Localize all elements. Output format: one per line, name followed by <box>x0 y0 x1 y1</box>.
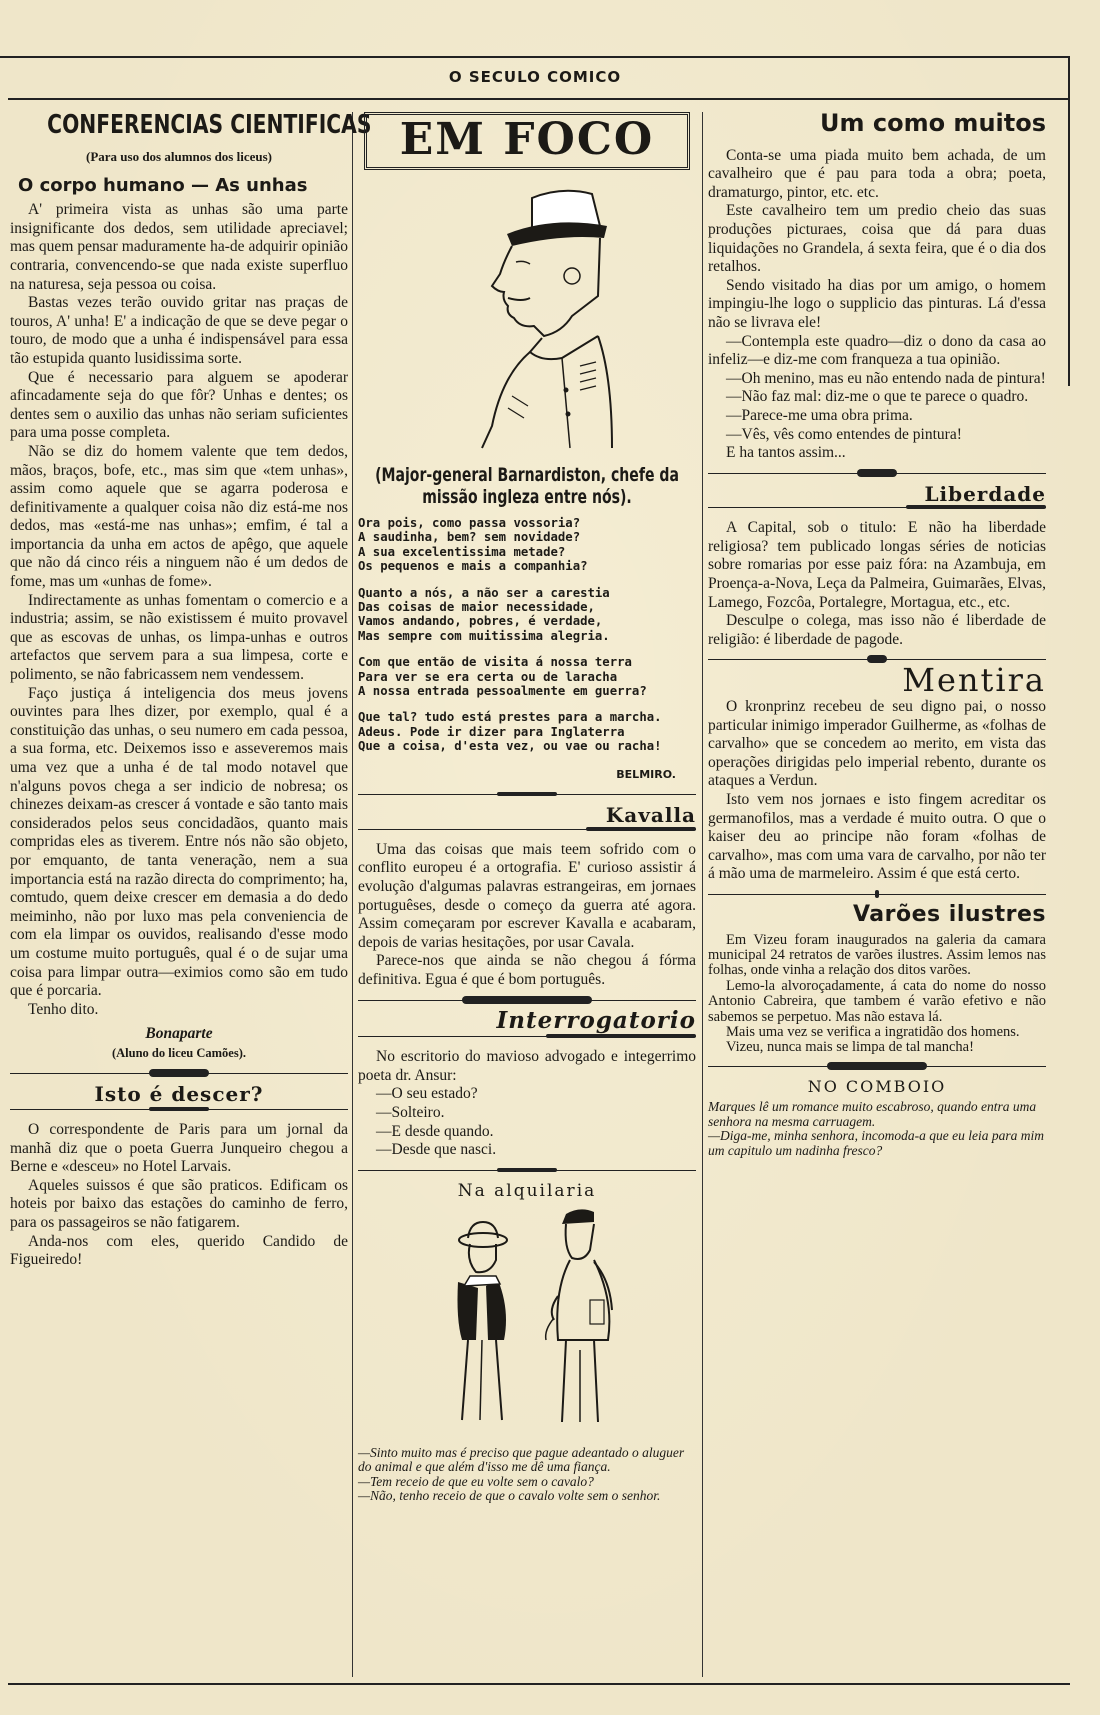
poem-stanza <box>358 710 696 753</box>
dialogue-line: —Parece-me uma obra prima. <box>726 406 913 424</box>
paragraph: Em Vizeu foram inaugurados na galeria da camara municipal 24 retratos de varões ilustres. Assim lemos nas folhas, onde vinha a relação dos ditos varões. <box>708 931 1046 979</box>
article-title-interrogatorio: Interrogatorio <box>496 1006 696 1034</box>
poem-line: A saudinha, bem? sem novidade? <box>358 530 581 545</box>
top-rule <box>0 56 1070 58</box>
paragraph: Isto vem nos jornaes e isto fingem acreditar os germanofilos, mas a verdade é muito outra. O que o kaiser deu ao principe não foram «folhas de carvalho», mas com uma vara de carvalho, por não ter á mão uma de marmeleiro. Assim é que está certo. <box>708 791 1046 883</box>
paragraph: A Capital, sob o titulo: E não ha liberdade religiosa? tem publicado longas séries de noticias sobre romarias por esse paiz fóra: na Azambuja, em Proença-a-Nova, Leça da Palmeira, Guimarães, Elvas, Lamego, Fozcôa, Portalegre, Mortagua, etc., etc. <box>708 519 1046 611</box>
poem-line: Os pequenos e mais a companhia? <box>358 559 588 574</box>
article-title-um-como-muitos: Um como muitos <box>820 109 1046 137</box>
paragraph: Conta-se uma piada muito bem achada, de um cavalheiro que é pau para toda a obra; poeta, dramaturgo, pintor, etc. etc. <box>708 146 1046 201</box>
poem-line: Que tal? tudo está prestes para a marcha. <box>358 710 662 725</box>
signature-sub: (Aluno do liceu Camões). <box>111 1045 247 1060</box>
em-foco-banner <box>364 112 690 170</box>
column-2 <box>358 108 696 1504</box>
poem-stanza <box>358 516 696 574</box>
caption-line: —Sinto muito mas é preciso que pague adeantado o aluguer do animal e que além d'isso me dê uma fiança. <box>358 1444 685 1475</box>
paragraph: No escritorio do mavioso advogado e integerrimo poeta dr. Ansur: <box>358 1048 696 1084</box>
dialogue-line: —Desde que nasci. <box>376 1141 497 1159</box>
paragraph: Parece-nos que ainda se não chegou á fórma definitiva. Egua é que é bom português. <box>358 952 696 989</box>
separator <box>10 1105 348 1115</box>
article-title-varoes-ilustres: Varões ilustres <box>852 901 1046 927</box>
poem-signature: BELMIRO. <box>616 767 676 781</box>
poem-line: A nossa entrada pessoalmente em guerra? <box>358 684 647 699</box>
dialogue-line: —O seu estado? <box>376 1085 478 1103</box>
paragraph: Aqueles suissos é que são praticos. Edificam os hoteis por baixo das estações do caminho de ferro, para os passageiros se não fatigarem. <box>10 1176 348 1232</box>
dialogue-line: —Vês, vês como entendes de pintura! <box>726 425 962 443</box>
column-3 <box>708 108 1046 1158</box>
poem-line: Vamos andando, pobres, é verdade, <box>358 614 603 629</box>
poem-line: Quanto a nós, a não ser a carestia <box>358 585 610 600</box>
portrait-caption: (Major-general Barnardiston, chefe da missão ingleza entre nós). <box>375 464 679 508</box>
article-title-mentira: Mentira <box>902 661 1046 700</box>
separator <box>358 790 696 800</box>
caption-line: —Não, tenho receio de que o cavalo volte sem o senhor. <box>358 1488 661 1504</box>
paragraph: Este cavalheiro tem um predio cheio das suas produções picturaes, coisa que dá para duas liquidações no Grandela, á sexta feira, que é o dia dos retalhos. <box>708 202 1046 276</box>
article-title-conferencias: CONFERENCIAS CIENTIFICAS <box>47 110 372 140</box>
paragraph: E ha tantos assim... <box>726 444 846 462</box>
paragraph: Bastas vezes terão ouvido gritar nas praças de touros, A' unha! E' a indicação de que se deve pegar o touro, de modo que a unha é indispensável para essa tão estupida quanto lusidissima sorte. <box>10 294 348 367</box>
cartoon-title: Na alquilaria <box>457 1180 597 1201</box>
article-title-liberdade: Liberdade <box>924 481 1046 506</box>
article-title-isto-e-descer: Isto é descer? <box>94 1081 264 1106</box>
no-comboio-text <box>708 1100 1046 1158</box>
separator <box>708 1062 1046 1072</box>
paragraph: Mais uma vez se verifica a ingratidão dos homens. <box>726 1024 1020 1040</box>
paragraph: Tenho dito. <box>28 1000 99 1018</box>
em-foco-title: EM FOCO <box>399 114 655 165</box>
masthead-rule <box>8 98 1070 100</box>
poem-stanza <box>358 655 696 698</box>
paragraph: A' primeira vista as unhas são uma parte insignificante dos dedos, sem utilidade apreciavel; mas quem pensar maduramente ha-de adquirir opinião contraria, convencendo-se que nada existe superfluo na naturesa, seja pessoa ou coisa. <box>10 201 348 293</box>
paragraph: Vizeu, nunca mais se limpa de tal mancha! <box>726 1039 974 1056</box>
paragraph: Marques lê um romance muito escabroso, quando entra uma senhora na mesma carruagem. <box>708 1099 1037 1129</box>
bottom-rule <box>8 1683 1070 1685</box>
separator <box>708 890 1046 900</box>
paragraph: Uma das coisas que mais teem sofrido com o conflito europeu é a ortografia. E' curioso assistir á evolução d'algumas palavras estrangeiras, em jornaes portuguêses, desde o começo da guerra até agora. Assim começaram por escrever Kavalla e acabaram, depois de varias hesitações, por usar Cavala. <box>358 840 696 951</box>
dialogue-line: —Não faz mal: diz-me o que te parece o quadro. <box>726 388 1029 406</box>
dialogue-line: —Solteiro. <box>376 1104 445 1121</box>
separator <box>358 825 696 835</box>
poem <box>358 516 696 754</box>
poem-line: Adeus. Pode ir dizer para Inglaterra <box>358 724 625 739</box>
poem-stanza <box>358 586 696 644</box>
separator <box>708 469 1046 479</box>
paragraph: O kronprinz recebeu de seu digno pai, o nosso particular inimigo imperador Guilherme, as «folhas de carvalho» que se concedem ao merito, em vista das operações dirigidas pelo imperial rebento, durante os ataques a Verdun. <box>708 698 1046 790</box>
article-subhead: O corpo humano — As unhas <box>18 174 308 196</box>
column-rule-1 <box>352 112 353 1677</box>
paragraph: Lemo-la alvoroçadamente, á cata do nome do nosso Antonio Cabreira, que tambem é varão efetivo e não sabemos se perpetuo. Mas não estava lá. <box>708 977 1046 1025</box>
article-title-kavalla: Kavalla <box>605 803 696 828</box>
signature: Bonaparte <box>145 1025 213 1043</box>
separator <box>10 1069 348 1079</box>
separator <box>708 655 1046 665</box>
separator <box>358 1032 696 1042</box>
paragraph: Anda-nos com eles, querido Candido de Figueiredo! <box>10 1232 348 1269</box>
poem-line: A sua excelentissima metade? <box>358 544 566 559</box>
dialogue-line: —Oh menino, mas eu não entendo nada de pintura! <box>726 369 1046 387</box>
article-subtitle: (Para uso dos alumnos dos liceus) <box>86 149 272 164</box>
column-1 <box>10 108 372 1270</box>
caption-line: —Tem receio de que eu volte sem o cavalo? <box>358 1473 594 1489</box>
poem-line: Ora pois, como passa vossoria? <box>358 516 581 530</box>
paragraph: Sendo visitado ha dias por um amigo, o homem impingiu-lhe logo o supplicio das pinturas. Lá d'essa não se livrava ele! <box>708 276 1046 331</box>
column-rule-2 <box>702 112 703 1677</box>
paragraph: Que é necessario para alguem se apoderar afincadamente seja do que fôr? Unhas e dentes; os dentes sem o auxilio das unhas não seriam suficientes para uma posse completa. <box>10 368 348 442</box>
paragraph: Faço justiça á inteligencia dos meus jovens ouvintes para lhes dizer, por exemplo, qual é a constituição das unhas, o seu numero em cada pessoa, a sua forma, etc. Deixemos isso e asseveremos mais uma vez que a unha é de tal modo notavel que n'alguns povos chega a ser indicio de nobresa; os chinezes deixam-as crescer á vontade e são tanto mais considerados pelos seus concidadãos, quanto mais compridas eles as tiverem. Entre nós não são objeto, por emquanto, de tanta veneração, nem a sua importancia está na razão directa do comprimento; ha, comtudo, quem deixe crescer em demasia a do dedo meiminho, não por luxo mas pela conveniencia de com ela limpar os ouvidos, realisando d'esse modo um costume muito português, qual é o de sujar uma coisa para limpar outra—eximios como são em tudo que é porcaria. <box>10 684 348 1000</box>
cartoon-caption <box>358 1446 696 1504</box>
masthead: O SECULO COMICO <box>448 68 622 86</box>
separator <box>358 1166 696 1176</box>
article-title-no-comboio: NO COMBOIO <box>807 1076 947 1096</box>
dialogue-line: —Contempla este quadro—diz o dono da casa ao infeliz—e diz-me com franqueza a tua opinião. <box>708 332 1046 369</box>
separator <box>358 996 696 1006</box>
paragraph: Indirectamente as unhas fomentam o comercio e a industria; assim, se não existissem é muito provavel que as escovas de unhas, os limpa-unhas e outros artefactos que servem para a sua limpesa, corte e polimento, se não fabricassem nem vendessem. <box>10 591 348 684</box>
paragraph: Desculpe o colega, mas isso não é liberdade de religião: é liberdade de pagode. <box>708 612 1046 648</box>
cartoon-illustration <box>358 1200 696 1440</box>
portrait-illustration <box>412 176 642 456</box>
dialogue-line: —Diga-me, minha senhora, incomoda-a que eu leia para mim um capitulo um nadinha fresco? <box>708 1128 1044 1158</box>
poem-line: Mas sempre com muitissima alegria. <box>358 628 610 643</box>
paragraph: Não se diz do homem valente que tem dedos, mãos, braços, bofe, etc., mas sim que «tem unhas», assim como aquele que se agarra poderosa e definitivamente a qualquer coisa não diz está-me nos dedos, mas «está-me nas unhas»; emfim, é tal a importancia da unha em actos de apêgo, que aquele que não dá cinco réis a ninguem não é um dedos de fome, mas um «unhas de fome». <box>10 442 348 591</box>
page-edge-rule <box>1068 56 1070 386</box>
poem-line: Das coisas de maior necessidade, <box>358 600 595 615</box>
poem-line: Com que então de visita á nossa terra <box>358 655 632 670</box>
separator <box>708 503 1046 513</box>
dialogue-line: —E desde quando. <box>376 1122 494 1140</box>
paragraph: O correspondente de Paris para um jornal da manhã diz que o poeta Guerra Junqueiro chegou a Berne e «desceu» no Hotel Larvais. <box>10 1121 348 1176</box>
poem-line: Para ver se era certa ou de laracha <box>358 669 618 684</box>
poem-line: Que a coisa, d'esta vez, ou vae ou racha! <box>358 739 662 754</box>
